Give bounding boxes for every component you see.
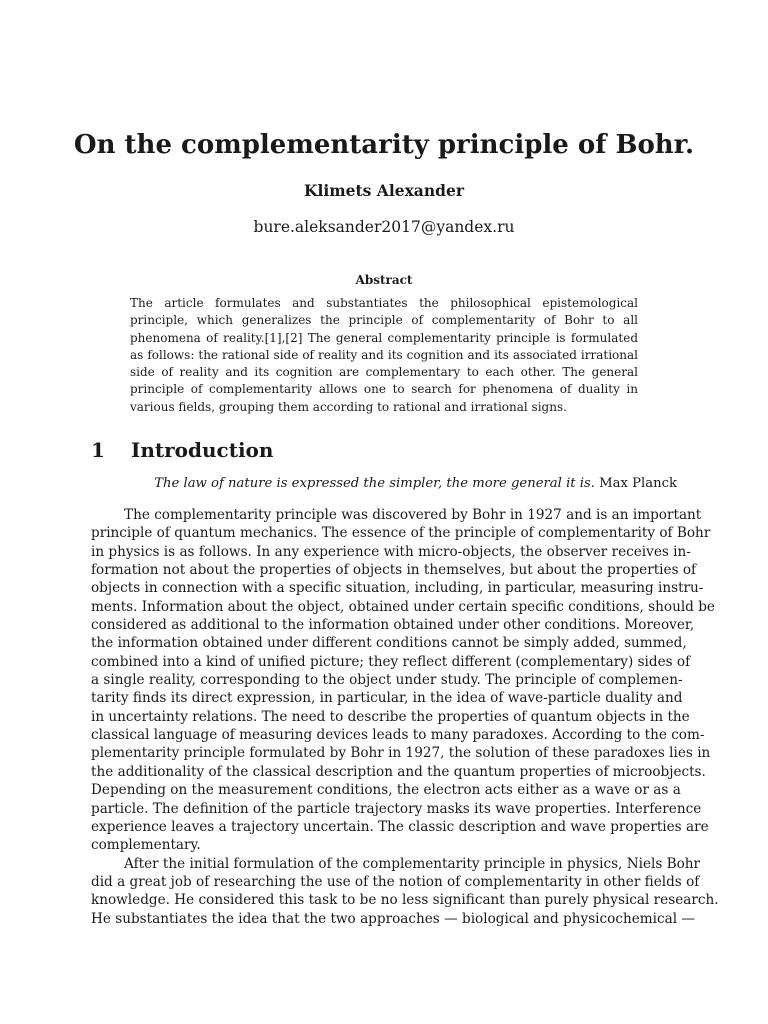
text-line: knowledge. He considered this task to be no less significant than purely physical research. [91, 892, 719, 909]
text-line: classical language of measuring devices leads to many paradoxes. According to the com- [91, 727, 705, 744]
text-line: ments. Information about the object, obtained under certain specific conditions, should be [91, 598, 715, 615]
epigraph-author: Max Planck [599, 476, 677, 491]
text-line: He substantiates the idea that the two approaches — biological and physicochemical — [91, 910, 695, 927]
paper-title: On the complementarity principle of Bohr. [73, 130, 695, 160]
text-line: a single reality, corresponding to the object under study. The principle of complemen- [91, 672, 683, 689]
text-line: plementarity principle formulated by Bohr in 1927, the solution of these paradoxes lies in [91, 745, 711, 762]
abstract-heading: Abstract [355, 273, 413, 287]
text-line: tarity finds its direct expression, in particular, in the idea of wave-particle duality and [91, 690, 683, 707]
paragraph-2 [91, 855, 719, 928]
epigraph [154, 475, 677, 493]
text-line: did a great job of researching the use of the notion of complementarity in other fields of [91, 873, 700, 890]
text-line: complementary. [91, 837, 201, 854]
text-line: combined into a kind of unified picture; they reflect different (complementary) sides of [91, 653, 691, 670]
text-line: After the initial formulation of the complementarity principle in physics, Niels Bohr [124, 855, 701, 872]
text-line: formation not about the properties of objects in themselves, but about the properties of [91, 562, 697, 579]
text-line: the additionality of the classical description and the quantum properties of microobjects. [91, 763, 706, 780]
text-line: Depending on the measurement conditions, the electron acts either as a wave or as a [91, 782, 681, 799]
section-heading [91, 437, 273, 463]
text-line: the information obtained under different conditions cannot be simply added, summed, [91, 635, 687, 652]
text-line: experience leaves a trajectory uncertain. The classic description and wave properties are [91, 818, 709, 835]
body-text [91, 506, 719, 928]
text-line: principle of quantum mechanics. The essence of the principle of complementarity of Bohr [91, 525, 711, 542]
section-number: 1 [91, 438, 105, 462]
text-line: objects in connection with a specific situation, including, in particular, measuring instru- [91, 580, 704, 597]
text-line: in physics is as follows. In any experience with micro-objects, the observer receives in- [91, 543, 691, 560]
paragraph-1 [91, 506, 715, 855]
text-line: particle. The definition of the particle trajectory masks its wave properties. Interference [91, 800, 702, 817]
abstract-text: The article formulates and substantiates the philosophical epistemological principle, which generalizes the principle of complementarity of Bohr to all phenomena of reality.[1],[2] The general complementarity principle is formulated as follows: the rational side of reality and its cognition and its associated irrational side of reality and its cognition are complementary to each other. The general principle of complementarity allows one to search for phenomena of duality in various fields, grouping them according to rational and irrational signs. [130, 296, 638, 414]
author-name: Klimets Alexander [304, 181, 464, 200]
text-line: considered as additional to the information obtained under other conditions. Moreover, [91, 617, 695, 634]
author-email: bure.aleksander2017@yandex.ru [253, 218, 515, 236]
section-title: Introduction [131, 438, 274, 462]
text-line: in uncertainty relations. The need to describe the properties of quantum objects in the [91, 708, 690, 725]
text-line: The complementarity principle was discovered by Bohr in 1927 and is an important [124, 507, 702, 523]
epigraph-quote: The law of nature is expressed the simpler, the more general it is. [154, 476, 595, 491]
